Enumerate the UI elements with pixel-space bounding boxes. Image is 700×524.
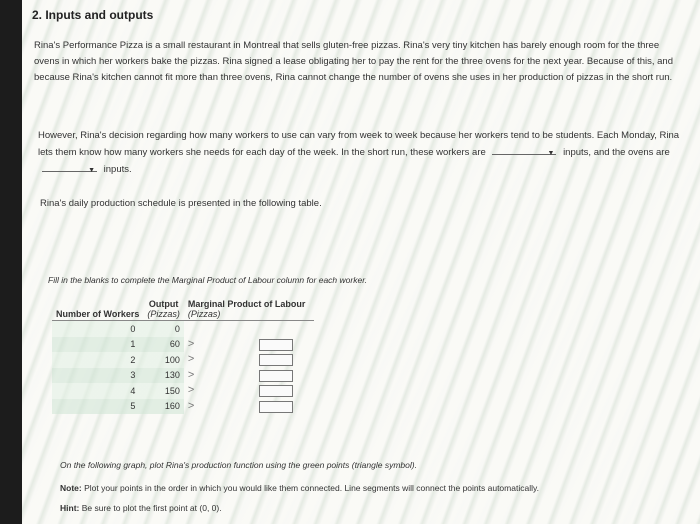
table-row (52, 399, 314, 415)
workers-cell: 3 (52, 368, 143, 384)
workers-cell: 1 (52, 337, 143, 353)
question-heading: 2. Inputs and outputs (32, 8, 154, 22)
production-schedule-table (52, 298, 314, 414)
chevron-right-icon: > (187, 399, 192, 412)
graph-instruction: On the following graph, plot Rina's production function using the green points (triangle symbol). (60, 460, 417, 470)
table-row (52, 383, 314, 399)
workers-cell: 5 (52, 399, 143, 415)
hint-text (60, 503, 222, 513)
table-row (52, 352, 314, 368)
col-workers-header (52, 298, 143, 321)
question-panel (22, 0, 700, 524)
fill-in-question (38, 128, 688, 178)
note-body: Plot your points in the order in which you would like them connected. Line segments will connect the points automatically. (84, 483, 539, 493)
question-text-before: However, Rina's decision regarding how many workers to use can vary from week to week because her workers tend to be students. Each Monday, Rina lets them know how many workers she needs for each day of the week. In the short run, these workers are (38, 130, 680, 158)
chevron-down-icon: ▼ (547, 150, 555, 157)
mpl-input-3[interactable] (259, 370, 293, 382)
table-row (52, 321, 314, 337)
chevron-down-icon: ▼ (88, 167, 95, 174)
ovens-input-dropdown[interactable] (42, 161, 97, 172)
output-cell: 130 (143, 368, 184, 384)
workers-cell: 4 (52, 383, 143, 399)
mpl-input-4[interactable] (259, 385, 293, 397)
output-cell: 160 (143, 399, 184, 415)
col-workers-label: Number of Workers (56, 309, 140, 319)
question-text-after: inputs. (103, 164, 132, 175)
question-text-middle: inputs, and the ovens are (563, 147, 670, 158)
hint-label: Hint: (60, 503, 80, 513)
chevron-right-icon: > (187, 353, 192, 366)
mpl-cell (184, 399, 314, 415)
chevron-right-icon: > (187, 384, 192, 397)
col-output-unit: (Pizzas) (147, 309, 180, 319)
col-output-header (143, 298, 184, 321)
mpl-input-1[interactable] (259, 339, 293, 351)
chevron-right-icon: > (187, 337, 192, 350)
intro-paragraph: Rina's Performance Pizza is a small restaurant in Montreal that sells gluten-free pizzas. Rina's very tiny kitchen has barely enough room for the three ovens in which her workers bake the pizzas. Rina signed a lease obligating her to pay the rent for the three ovens for the next year. Because of this, and because Rina's kitchen cannot fit more than three ovens, Rina cannot change the number of ovens she uses in her production of pizzas in the short run. (34, 40, 673, 83)
screen-bezel (0, 0, 22, 524)
workers-cell: 2 (52, 352, 143, 368)
table-row (52, 368, 314, 384)
output-cell: 150 (143, 383, 184, 399)
hint-body: Be sure to plot the first point at (0, 0). (81, 503, 222, 513)
output-cell: 100 (143, 352, 184, 368)
output-cell: 60 (143, 337, 184, 353)
schedule-text: Rina's daily production schedule is presented in the following table. (40, 198, 322, 209)
mpl-cell (184, 383, 314, 399)
col-mpl-header (184, 298, 314, 321)
mpl-input-5[interactable] (259, 401, 293, 413)
col-mpl-unit: (Pizzas) (187, 309, 221, 319)
mpl-input-2[interactable] (259, 354, 293, 366)
workers-cell: 0 (52, 321, 143, 337)
mpl-cell (184, 352, 314, 368)
col-output-label: Output (148, 299, 179, 309)
mpl-cell-empty (184, 321, 314, 337)
note-label: Note: (60, 483, 82, 493)
workers-input-dropdown[interactable] (492, 144, 556, 155)
table-row (52, 337, 314, 353)
mpl-cell (184, 368, 314, 384)
table-instruction: Fill in the blanks to complete the Marginal Product of Labour column for each worker. (48, 275, 368, 285)
chevron-right-icon: > (187, 368, 192, 381)
note-text (60, 483, 539, 493)
output-cell: 0 (143, 321, 184, 337)
mpl-cell (184, 337, 314, 353)
col-mpl-label: Marginal Product of Labour (187, 299, 306, 309)
